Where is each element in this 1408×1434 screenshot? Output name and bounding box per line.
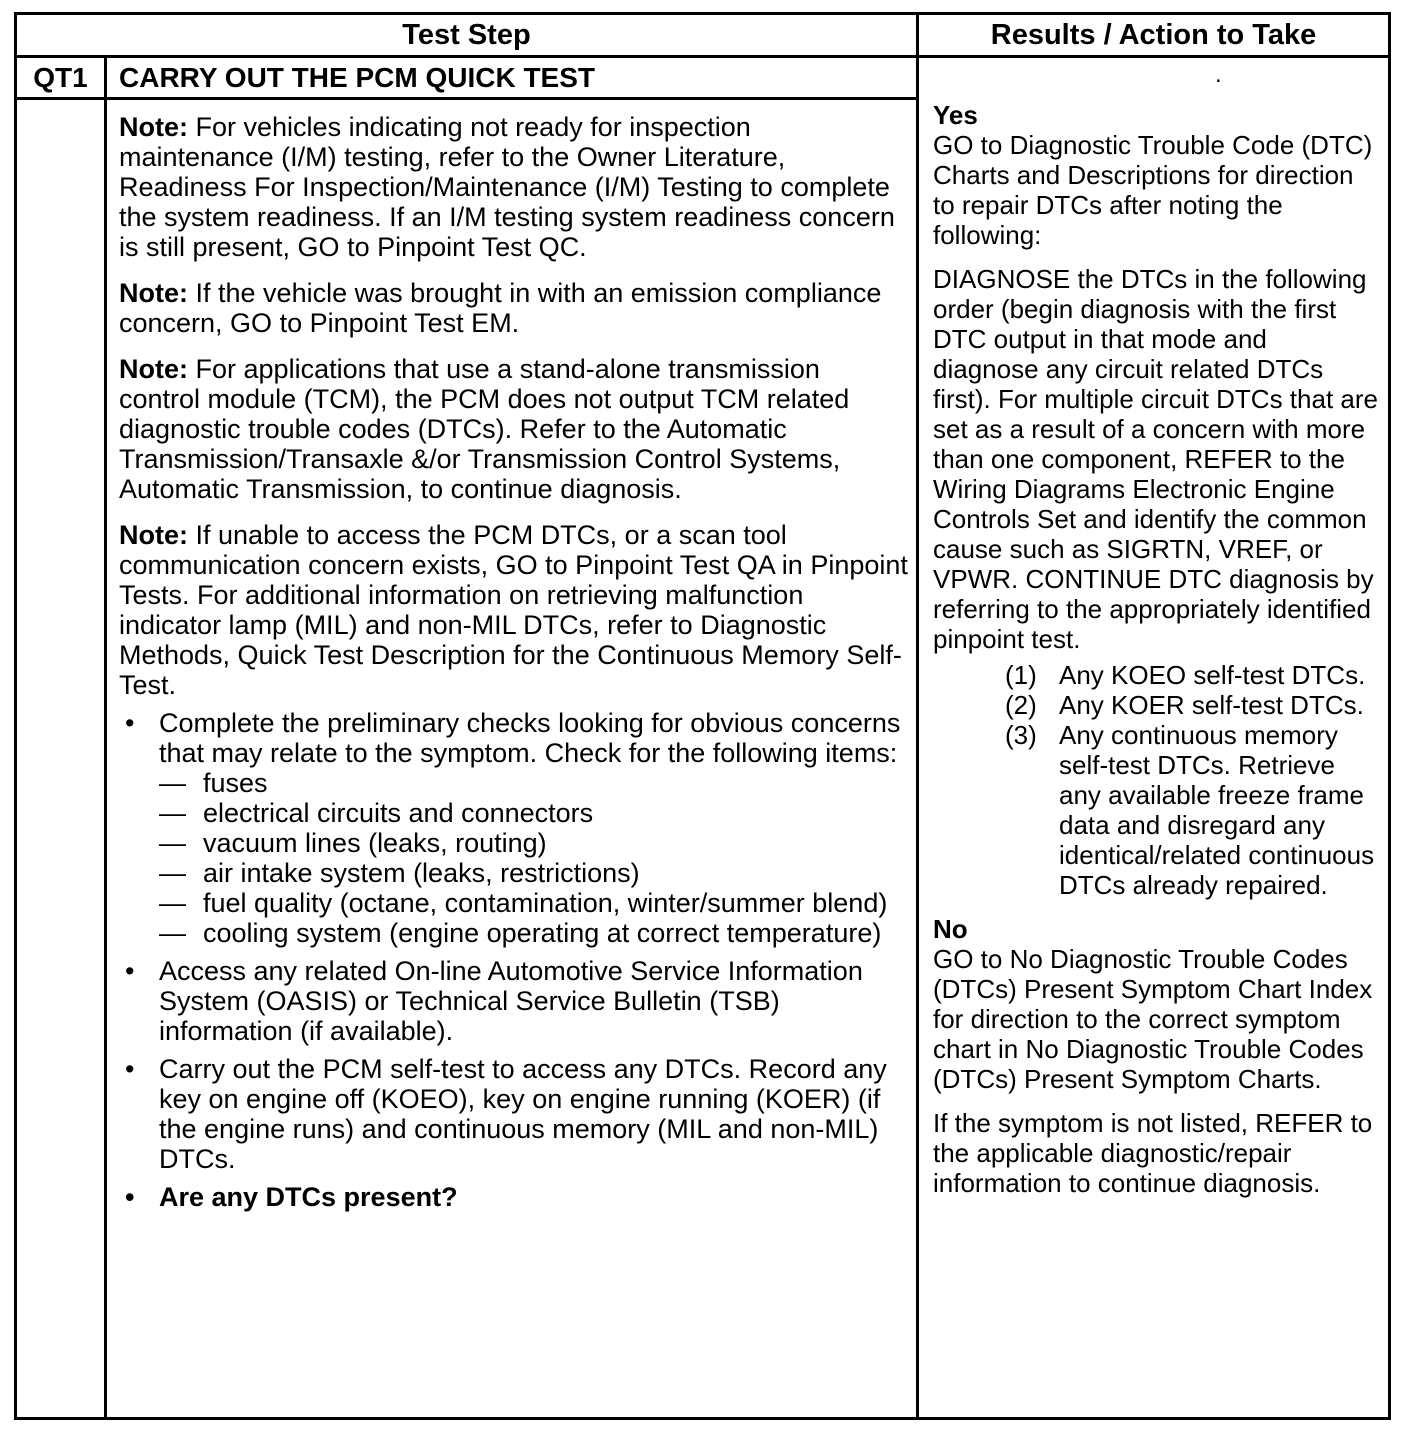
list-number: (3) xyxy=(1005,720,1037,750)
dash-item-air-intake xyxy=(159,858,908,888)
bullet-text: Complete the preliminary checks looking for obvious concerns that may relate to the symptom. Check for the following items: xyxy=(159,708,901,768)
bullet-text: Access any related On-line Automotive Service Information System (OASIS) or Technical Service Bulletin (TSB) information (if available). xyxy=(159,956,863,1046)
dash-icon: — xyxy=(159,828,186,858)
list-item-continuous-memory xyxy=(1005,720,1378,900)
dash-text: fuel quality (octane, contamination, winter/summer blend) xyxy=(203,888,888,918)
note-scan-tool xyxy=(119,520,908,700)
bullet-icon: • xyxy=(125,708,135,738)
test-step-body xyxy=(107,100,919,1417)
note-text: For applications that use a stand-alone transmission control module (TCM), the PCM does not output TCM related diagnostic trouble codes (DTCs). Refer to the Automatic Transmission/Transaxle &/or Transmission Control Systems, Automatic Transmission, to continue diagnosis. xyxy=(119,354,850,504)
yes-label: Yes xyxy=(933,100,978,130)
bullet-content xyxy=(159,956,908,1046)
dash-item-fuel-quality xyxy=(159,888,908,918)
stray-dot-artifact: . xyxy=(1215,61,1222,88)
note-tcm xyxy=(119,354,908,504)
step-id-cell xyxy=(17,58,107,100)
bullet-content xyxy=(159,1054,908,1174)
results-action-body xyxy=(919,58,1388,1417)
step-title-cell xyxy=(107,58,919,100)
dash-item-electrical xyxy=(159,798,908,828)
step-title: CARRY OUT THE PCM QUICK TEST xyxy=(119,61,596,93)
list-text: Any KOEO self-test DTCs. xyxy=(1059,660,1366,690)
dash-icon: — xyxy=(159,888,186,918)
bullet-text: Are any DTCs present? xyxy=(159,1182,458,1212)
list-item-koeo xyxy=(1005,660,1378,690)
bullet-text: Carry out the PCM self-test to access any DTCs. Record any key on engine off (KOEO), key on engine running (KOER) (if the engine runs) and continuous memory (MIL and non-MIL) DTCs. xyxy=(159,1054,887,1174)
dash-text: electrical circuits and connectors xyxy=(203,798,594,828)
note-label: Note: xyxy=(119,278,188,308)
dash-icon: — xyxy=(159,768,186,798)
note-label: Note: xyxy=(119,112,188,142)
symptom-not-listed-paragraph: If the symptom is not listed, REFER to the applicable diagnostic/repair information to continue diagnosis. xyxy=(933,1108,1373,1198)
note-text: If the vehicle was brought in with an emission compliance concern, GO to Pinpoint Test EM. xyxy=(119,278,882,338)
dtc-order-list xyxy=(1005,660,1378,900)
bullet-icon: • xyxy=(125,1182,135,1212)
diagnose-paragraph: DIAGNOSE the DTCs in the following order (begin diagnosis with the first DTC output in that mode and diagnose any circuit related DTCs first). For multiple circuit DTCs that are set as a result of a concern with more than one component, REFER to the Wiring Diagrams Electronic Engine Controls Set and identify the common cause such as SIGRTN, VREF, or VPWR. CONTINUE DTC diagnosis by referring to the appropriately identified pinpoint test. xyxy=(933,264,1378,654)
header-results-action xyxy=(919,15,1388,58)
no-section xyxy=(933,914,1378,1094)
note-label: Note: xyxy=(119,354,188,384)
bullet-icon: • xyxy=(125,956,135,986)
yes-section xyxy=(933,100,1378,250)
dash-text: air intake system (leaks, restrictions) xyxy=(203,858,640,888)
dash-text: fuses xyxy=(203,768,268,798)
note-text: If unable to access the PCM DTCs, or a scan tool communication concern exists, GO to Pinpoint Test QA in Pinpoint Tests. For additional information on retrieving malfunction indicator lamp (MIL) and non-MIL DTCs, refer to Diagnostic Methods, Quick Test Description for the Continuous Memory Self-Test. xyxy=(119,520,908,700)
list-item-koer xyxy=(1005,690,1378,720)
no-label: No xyxy=(933,914,968,944)
step-id: QT1 xyxy=(33,61,88,93)
yes-text: GO to Diagnostic Trouble Code (DTC) Charts and Descriptions for direction to repair DTCs after noting the following: xyxy=(933,130,1373,250)
bullet-content xyxy=(159,1182,908,1212)
dash-item-vacuum xyxy=(159,828,908,858)
no-text: GO to No Diagnostic Trouble Codes (DTCs) Present Symptom Chart Index for direction to the correct symptom chart in No Diagnostic Trouble Codes (DTCs) Present Symptom Charts. xyxy=(933,944,1373,1094)
dash-text: cooling system (engine operating at correct temperature) xyxy=(203,918,882,948)
diagnostic-table xyxy=(14,12,1391,1420)
dash-item-cooling-system xyxy=(159,918,908,948)
header-test-step-label: Test Step xyxy=(402,18,531,51)
note-im-readiness xyxy=(119,112,908,262)
bullet-oasis-tsb xyxy=(119,956,908,1046)
note-emission-compliance xyxy=(119,278,908,338)
bullet-question-dtcs-present xyxy=(119,1182,908,1212)
dash-icon: — xyxy=(159,798,186,828)
header-test-step xyxy=(17,15,919,58)
dash-icon: — xyxy=(159,918,186,948)
dash-icon: — xyxy=(159,858,186,888)
note-label: Note: xyxy=(119,520,188,550)
header-results-action-label: Results / Action to Take xyxy=(990,18,1317,51)
step-id-gutter xyxy=(17,100,107,1417)
bullet-preliminary-checks xyxy=(119,708,908,948)
bullet-icon: • xyxy=(125,1054,135,1084)
dash-item-fuses xyxy=(159,768,908,798)
list-text: Any KOER self-test DTCs. xyxy=(1059,690,1364,720)
bullet-pcm-self-test xyxy=(119,1054,908,1174)
bullet-content xyxy=(159,708,908,948)
dash-text: vacuum lines (leaks, routing) xyxy=(203,828,547,858)
list-number: (1) xyxy=(1005,660,1037,690)
list-number: (2) xyxy=(1005,690,1037,720)
note-text: For vehicles indicating not ready for inspection maintenance (I/M) testing, refer to the Owner Literature, Readiness For Inspection/Maintenance (I/M) Testing to complete the system readiness. If an I/M testing system readiness concern is still present, GO to Pinpoint Test QC. xyxy=(119,112,895,262)
list-text: Any continuous memory self-test DTCs. Retrieve any available freeze frame data and disregard any identical/related continuous DTCs already repaired. xyxy=(1059,720,1375,900)
